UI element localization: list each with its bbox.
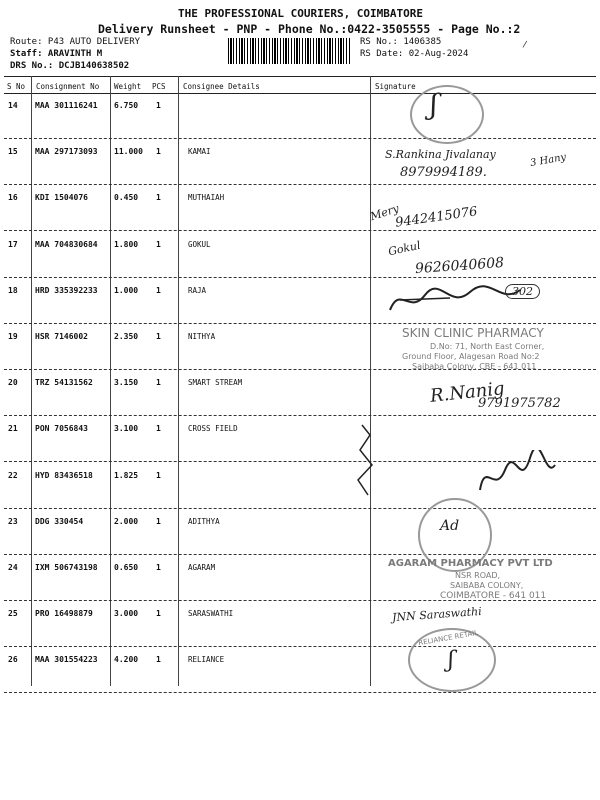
row-weight: 4.200 (114, 655, 139, 664)
signature-18-badge: 302 (505, 284, 540, 299)
row-weight: 2.000 (114, 517, 139, 526)
row-divider (4, 692, 596, 693)
barcode (228, 38, 350, 64)
row-divider (4, 230, 596, 231)
reliance-stamp-text: RELIANCE RETAIL (417, 628, 479, 648)
row-weight: 3.150 (114, 378, 139, 387)
agaram-stamp-line2: SAIBABA COLONY, (450, 581, 524, 590)
row-sno: 22 (8, 471, 18, 480)
row-sno: 14 (8, 101, 18, 110)
row-divider (4, 415, 596, 416)
skin-stamp-line2: Ground Floor, Alagesan Road No:2 (402, 352, 540, 361)
corner-mark: ⸝ (517, 33, 530, 51)
row-weight: 11.000 (114, 147, 143, 156)
row-pcs: 1 (156, 332, 161, 341)
row-pcs: 1 (156, 609, 161, 618)
row-sno: 21 (8, 424, 18, 433)
skin-stamp-line1: D.No: 71, North East Corner, (430, 342, 545, 351)
row-pcs: 1 (156, 563, 161, 572)
row-weight: 6.750 (114, 101, 139, 110)
col-divider (178, 76, 179, 686)
row-consignee: GOKUL (188, 240, 211, 249)
row-consignment: HRD 335392233 (35, 286, 98, 295)
row-sno: 15 (8, 147, 18, 156)
row-weight: 3.000 (114, 609, 139, 618)
row-sno: 23 (8, 517, 18, 526)
row-consignment: HYD 83436518 (35, 471, 93, 480)
row-sno: 25 (8, 609, 18, 618)
row-pcs: 1 (156, 193, 161, 202)
row-divider (4, 277, 596, 278)
row-weight: 1.000 (114, 286, 139, 295)
row-pcs: 1 (156, 286, 161, 295)
row-divider (4, 138, 596, 139)
row-weight: 2.350 (114, 332, 139, 341)
row-consignment: MAA 297173093 (35, 147, 98, 156)
staff-label: Staff: ARAVINTH M (10, 49, 103, 59)
row-sno: 20 (8, 378, 18, 387)
row-pcs: 1 (156, 655, 161, 664)
row-divider (4, 554, 596, 555)
signature-14: ʃ (430, 88, 438, 121)
row-consignment: HSR 7146002 (35, 332, 88, 341)
rs-date: RS Date: 02-Aug-2024 (360, 49, 469, 59)
row-consignment: IXM 506743198 (35, 563, 98, 572)
route-label: Route: P43 AUTO DELIVERY (10, 37, 141, 47)
company-title: THE PROFESSIONAL COURIERS, COIMBATORE (178, 7, 424, 20)
row-consignee: NITHYA (188, 332, 216, 341)
signature-21 (350, 420, 390, 500)
signature-16-b: 9442415076 (394, 204, 479, 231)
row-divider (4, 508, 596, 509)
signature-15-phone: 8979994189. (400, 165, 487, 180)
col-divider (31, 76, 32, 686)
row-consignment: PRO 16498879 (35, 609, 93, 618)
row-pcs: 1 (156, 101, 161, 110)
row-consignment: PON 7056843 (35, 424, 88, 433)
row-pcs: 1 (156, 147, 161, 156)
agaram-stamp-line3: COIMBATORE - 641 011 (440, 591, 547, 601)
row-pcs: 1 (156, 240, 161, 249)
header-bottom-border (4, 93, 596, 94)
col-consignment: Consignment No (36, 82, 100, 91)
row-weight: 0.450 (114, 193, 139, 202)
col-weight: Weight (114, 82, 142, 91)
row-consignee: RELIANCE (188, 655, 225, 664)
row-divider (4, 646, 596, 647)
row-weight: 1.800 (114, 240, 139, 249)
agaram-stamp-line1: NSR ROAD, (455, 571, 501, 580)
row-pcs: 1 (156, 424, 161, 433)
col-sno: S No (7, 82, 26, 91)
signature-17-phone: 9626040608 (414, 254, 505, 278)
col-consignee: Consignee Details (183, 82, 260, 91)
row-weight: 1.825 (114, 471, 139, 480)
signature-22 (470, 450, 560, 500)
row-pcs: 1 (156, 471, 161, 480)
row-sno: 19 (8, 332, 18, 341)
row-consignee: SMART STREAM (188, 378, 243, 387)
skin-stamp-title: SKIN CLINIC PHARMACY (402, 326, 544, 340)
row-consignee: SARASWATHI (188, 609, 234, 618)
table-top-border (4, 76, 596, 77)
signature-20-phone: 9791975782 (478, 396, 561, 411)
rs-number: RS No.: 1406385 (360, 37, 442, 47)
signature-16-a: Mery (368, 201, 401, 224)
row-sno: 26 (8, 655, 18, 664)
runsheet-subtitle: Delivery Runsheet - PNP - Phone No.:0422-3505555 - Page No.:2 (98, 22, 521, 36)
signature-23: Ad (440, 518, 460, 534)
row-divider (4, 184, 596, 185)
agaram-stamp-title: AGARAM PHARMACY PVT LTD (388, 558, 553, 569)
row-sno: 24 (8, 563, 18, 572)
drs-label: DRS No.: DCJB140638502 (10, 61, 130, 71)
row-consignee: AGARAM (188, 563, 216, 572)
row-consignment: DDG 330454 (35, 517, 84, 526)
row-sno: 16 (8, 193, 18, 202)
row-weight: 3.100 (114, 424, 139, 433)
row-divider (4, 323, 596, 324)
signature-15-extra: 3 Hany (529, 151, 568, 170)
row-consignment: TRZ 54131562 (35, 378, 93, 387)
row-pcs: 1 (156, 517, 161, 526)
col-divider (370, 76, 371, 686)
signature-20: R.Nanig (429, 378, 506, 407)
row-consignment: KDI 1504076 (35, 193, 88, 202)
stamp-circle-14 (410, 85, 484, 144)
row-consignment: MAA 301554223 (35, 655, 98, 664)
row-sno: 18 (8, 286, 18, 295)
row-consignee: CROSS FIELD (188, 424, 238, 433)
signature-26: ʃ (448, 648, 454, 673)
signature-15-name: S.Rankina Jivalanay (385, 148, 496, 161)
row-consignee: KAMAI (188, 147, 211, 156)
row-consignee: ADITHYA (188, 517, 220, 526)
col-signature: Signature (375, 82, 416, 91)
signature-25: JNN Saraswathi (391, 604, 483, 625)
row-consignment: MAA 301116241 (35, 101, 98, 110)
row-pcs: 1 (156, 378, 161, 387)
signature-17-name: Gokul (387, 238, 422, 259)
row-sno: 17 (8, 240, 18, 249)
row-consignment: MAA 704830684 (35, 240, 98, 249)
row-consignee: RAJA (188, 286, 207, 295)
col-divider (110, 76, 111, 686)
skin-stamp-line3: Saibaba Colony, CBE - 641 011 (412, 362, 537, 371)
row-consignee: MUTHAIAH (188, 193, 225, 202)
col-pcs: PCS (152, 82, 166, 91)
row-weight: 0.650 (114, 563, 139, 572)
